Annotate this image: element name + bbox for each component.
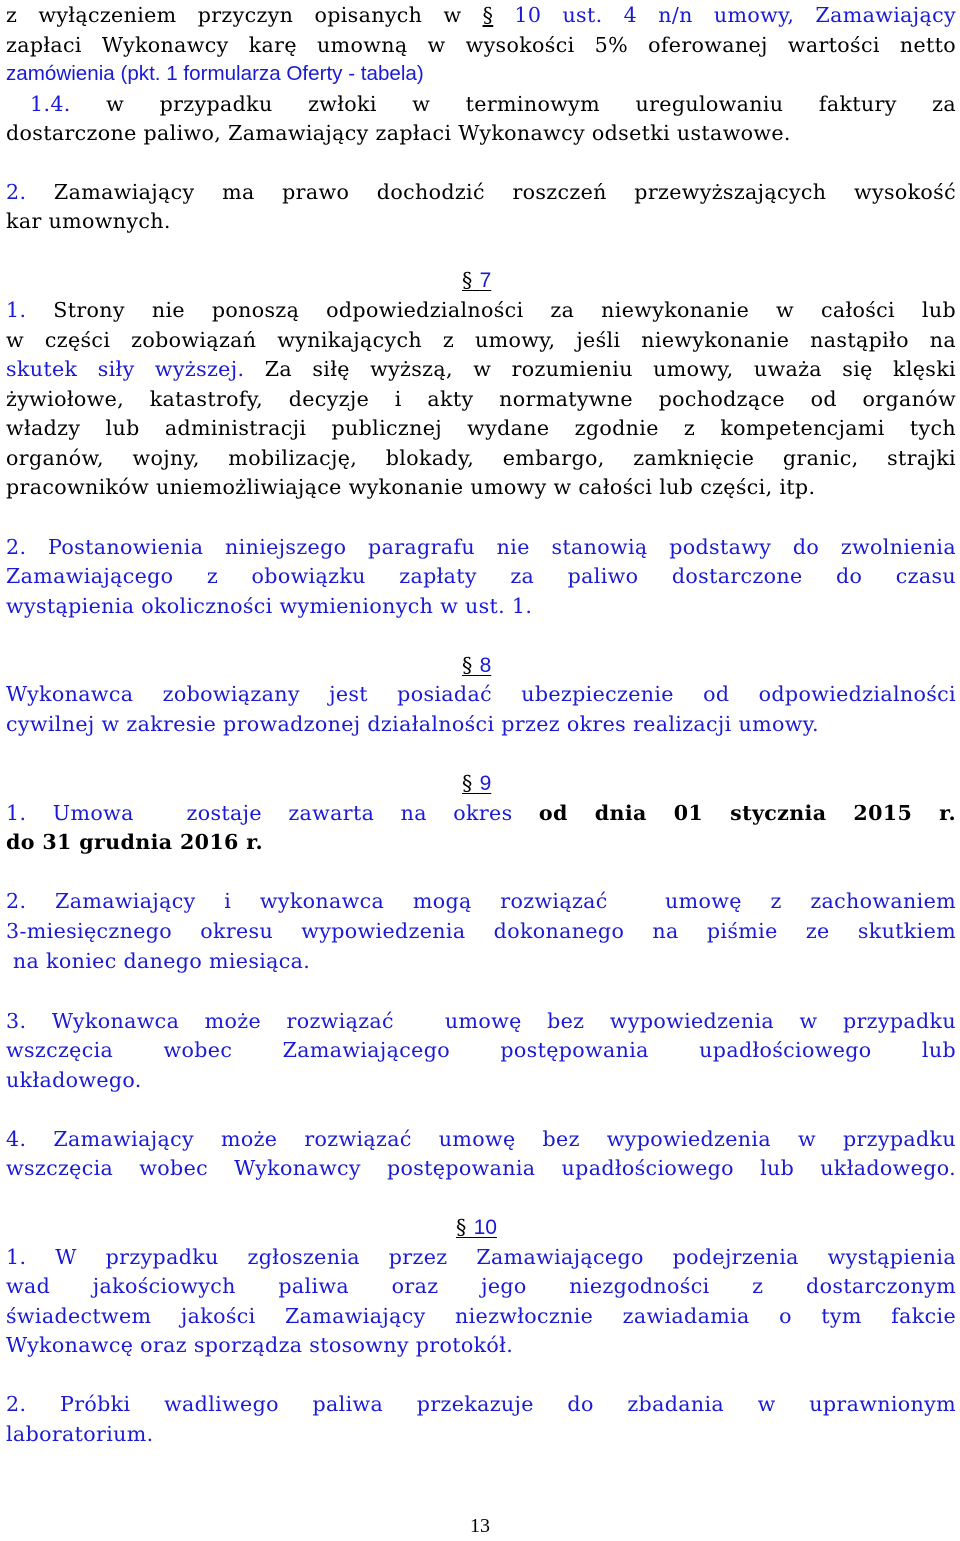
section-symbol-icon: §: [462, 653, 473, 677]
text-segment: dostarczone paliwo, Zamawiający zapłaci Wykonawcy odsetki ustawowe.: [6, 121, 791, 145]
text-line: [30, 89, 956, 119]
text-segment: kar umownych.: [6, 209, 171, 233]
text-segment: wszczęcia wobec Wykonawcy postępowania upadłościowego lub układowego.: [6, 1156, 956, 1180]
section-number: 7: [479, 269, 492, 292]
text-segment: żywiołowe, katastrofy, decyzje i akty normatywne pochodzące od organów: [6, 387, 956, 411]
section-symbol-icon: §: [462, 771, 473, 795]
text-segment: 4.: [6, 1127, 27, 1151]
text-line: [6, 1065, 956, 1095]
text-segment: w części zobowiązań wynikających z umowy, jeśli niewykonanie nastąpiło na: [6, 328, 956, 352]
text-line: [6, 1153, 956, 1183]
text-segment: 1.: [6, 1245, 27, 1269]
page-number: 13: [470, 1515, 490, 1537]
text-segment: Zamawiający i wykonawca mogą rozwiązać umowę z zachowaniem: [26, 889, 956, 913]
text-segment: Próbki wadliwego paliwa przekazuje do zbadania w uprawnionym: [26, 1392, 956, 1416]
text-segment: zapłaci Wykonawcy karę umowną w wysokości 5% oferowanej wartości netto: [6, 33, 956, 57]
text-segment: do 31 grudnia 2016 r.: [6, 830, 264, 854]
section-number: 10: [473, 1216, 497, 1239]
text-segment: Zamawiający ma prawo dochodzić roszczeń przewyższających wysokość: [26, 180, 956, 204]
text-segment: na koniec danego miesiąca.: [6, 949, 311, 973]
text-segment: Postanowienia niniejszego paragrafu nie stanowią podstawy do zwolnienia: [26, 535, 956, 559]
text-line: [6, 177, 956, 207]
text-line: [6, 946, 956, 976]
section-number: 9: [479, 772, 492, 795]
section-heading: [462, 650, 491, 680]
text-segment: władzy lub administracji publicznej wydane zgodnie z kompetencjami tych: [6, 416, 956, 440]
text-segment: 3.: [6, 1009, 27, 1033]
text-segment: laboratorium.: [6, 1422, 154, 1446]
text-line: [6, 1419, 956, 1449]
text-line: [6, 709, 956, 739]
text-line: [6, 384, 956, 414]
text-segment: Umowa zostaje zawarta na okres: [26, 801, 539, 825]
text-line: [6, 1271, 956, 1301]
text-line: [6, 1389, 956, 1419]
text-line: [6, 1035, 956, 1065]
section-symbol-icon: §: [462, 268, 473, 292]
text-segment: 2.: [6, 535, 27, 559]
text-line: [6, 30, 956, 60]
text-line: [6, 295, 956, 325]
text-line: [6, 532, 956, 562]
text-segment: Wykonawca zobowiązany jest posiadać ubezpieczenie od odpowiedzialności: [6, 682, 956, 706]
text-segment: zamówienia (pkt. 1 formularza Oferty - tabela): [6, 62, 424, 85]
text-line: [6, 325, 956, 355]
text-segment: 1.: [6, 298, 27, 322]
text-line: [6, 1330, 956, 1360]
text-line: [6, 916, 956, 946]
text-line: [6, 59, 956, 89]
text-segment: cywilnej w zakresie prowadzonej działalności przez okres realizacji umowy.: [6, 712, 819, 736]
text-segment: wszczęcia wobec Zamawiającego postępowania upadłościowego lub: [6, 1038, 956, 1062]
text-segment: Wykonawcę oraz sporządza stosowny protokół.: [6, 1333, 514, 1357]
text-line: [6, 679, 956, 709]
text-segment: organów, wojny, mobilizację, blokady, embargo, zamknięcie granic, strajki: [6, 446, 956, 470]
text-line: [6, 886, 956, 916]
text-segment: Za siłę wyższą, w rozumieniu umowy, uważa się klęski: [264, 357, 956, 381]
text-segment: od dnia 01 stycznia 2015 r.: [538, 801, 956, 825]
text-line: [6, 798, 956, 828]
text-segment: Strony nie ponoszą odpowiedzialności za niewykonanie w całości lub: [26, 298, 956, 322]
text-line: [6, 1301, 956, 1331]
text-line: [6, 472, 956, 502]
text-line: [6, 206, 956, 236]
text-segment: Wykonawca może rozwiązać umowę bez wypowiedzenia w przypadku: [26, 1009, 956, 1033]
section-heading: [462, 265, 491, 295]
section-symbol-icon: §: [482, 3, 494, 27]
text-segment: 2.: [6, 1392, 27, 1416]
section-symbol-icon: §: [456, 1215, 467, 1239]
text-line: [6, 413, 956, 443]
text-segment: 10 ust. 4 n/n umowy, Zamawiający: [514, 3, 956, 27]
text-segment: w przypadku zwłoki w terminowym uregulowaniu faktury za: [70, 92, 956, 116]
text-segment: skutek siły wyższej.: [6, 357, 265, 381]
text-line: [6, 0, 956, 30]
text-segment: 2.: [6, 180, 27, 204]
text-segment: 3-miesięcznego okresu wypowiedzenia dokonanego na piśmie ze skutkiem: [6, 919, 956, 943]
text-segment: W przypadku zgłoszenia przez Zamawiającego podejrzenia wystąpienia: [26, 1245, 956, 1269]
text-line: [6, 1006, 956, 1036]
text-segment: Zamawiającego z obowiązku zapłaty za paliwo dostarczone do czasu: [6, 564, 956, 588]
section-number: 8: [479, 654, 492, 677]
text-segment: układowego.: [6, 1068, 142, 1092]
text-line: [6, 561, 956, 591]
text-segment: 1.4.: [30, 92, 71, 116]
text-segment: 1.: [6, 801, 27, 825]
text-segment: z wyłączeniem przyczyn opisanych w: [6, 3, 483, 27]
text-segment: wad jakościowych paliwa oraz jego niezgodności z dostarczonym: [6, 1274, 956, 1298]
text-segment: 2.: [6, 889, 27, 913]
text-segment: Zamawiający może rozwiązać umowę bez wypowiedzenia w przypadku: [26, 1127, 956, 1151]
text-line: [6, 1124, 956, 1154]
section-heading: [456, 1212, 497, 1242]
text-line: [6, 1242, 956, 1272]
text-segment: pracowników uniemożliwiające wykonanie umowy w całości lub części, itp.: [6, 475, 816, 499]
text-segment: świadectwem jakości Zamawiający niezwłocznie zawiadamia o tym fakcie: [6, 1304, 956, 1328]
text-segment: wystąpienia okoliczności wymienionych w ust. 1.: [6, 594, 533, 618]
text-line: [6, 591, 956, 621]
text-line: [6, 354, 956, 384]
text-line: [6, 118, 956, 148]
text-line: [6, 827, 956, 857]
text-line: [6, 443, 956, 473]
section-heading: [462, 768, 491, 798]
